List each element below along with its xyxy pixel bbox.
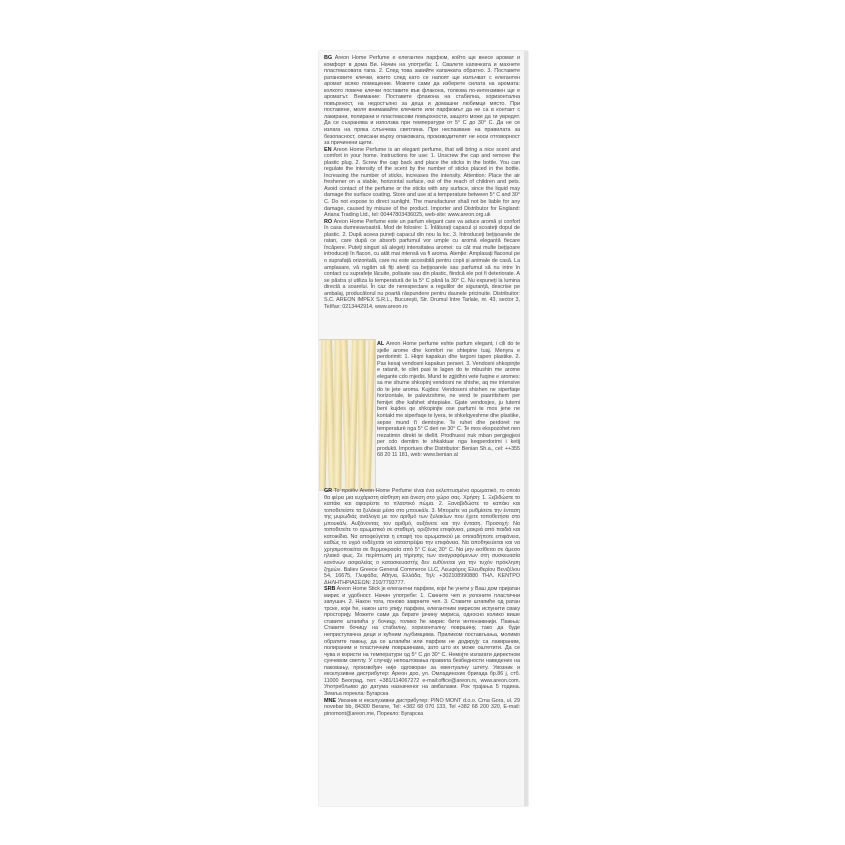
paragraph-ro: RO Areon Home Perfume este un parfum elegant care va aduce aromă și confort în casa dumneavoastră. Mod de folosire: 1. Înlăturați capacul și scoateți dopul de plastic. 2. După aceea puneți capacul din nou la loc. 3. Introduceți bețișoarele de ratan, care după ce absorb parfumul vor umple cu aromă elegantă fiecare încăpere. Puteți singuri să alegeți intensitatea aromei: cu cât mai multe bețișoare introduceți în flacon, cu atât mai intensă va fi aroma. Atenție: Amplasați flaconul pe o suprafață orizontală, care nu este accesibilă pentru copii și animale de casă. La amplasare, vă rugăm să fiți atenți ca bețișoarele sau parfumul să nu intre în contact cu suprafețe lăcuite, polisate sau din plastic, fiindcă ele pot fi deteriorate. A se păstra și utiliza la temperatură de la 5° C până la 30° C. Nu expuneți la lumina directă a soarelui. În caz de nerespectare a regulilor de siguranță, descrise pe ambalaj, producătorul nu poartă răspundere pentru daunele pricinuite. Distribuitor: S.C. AREON IMPEX S.R.L., București, Str. Drumul între Tarlale, nr. 43, sector 3, Tel/fax: 0213442914, www.areon.ro bbox=[324, 218, 520, 310]
paragraph-gr: GR Το προϊόν Areon Home Perfume είναι ένα εκλεπτυσμένο αρωματικό, το οποίο θα φέρει μια ευχάριστη αίσθηση και άνεση στο χώρο σας. Χρήση: 1. Ξεβιδώστε το καπάκι και αφαιρέστε το πλαστικό πώμα. 2. Ξαναβιδώστε το καπάκι και τοποθετείστε τα ξυλάκια μέσα στο μπουκάλι. 3. Μπορείτε να ρυθμίσετε την ένταση της μυρωδιάς ανάλογα με τον αριθμό των ξυλακίων που έχετε τοποθετήσει στο μπουκάλι. Αυξάνοντας τον αριθμό, αυξάνετε και την ένταση. Προσοχή: Να τοποθετείτε το αρωματικό σε σταθερή, οριζόντια επιφάνεια, μακριά από παιδιά και κατοικίδια. Να αποφεύγεται η επαφή του αρωματικού με οποιαδήποτε επιφάνεια, καθώς το υγρό ενδέχεται να καταστρέψει την επιφάνεια. Να αποθηκεύεται και να χρησιμοποιείται σε θερμοκρασία από 5° C έως 30° C. Να μην εκτίθεται σε άμεσο ηλιακό φως. Σε περίπτωση μη τήρησης των αναγραφόμενων στη συσκευασία κανόνων ασφαλείας ο κατασκευαστής δεν ευθύνεται για την τυχόν πρόκληση ζημιών. Baliev Greece General Commerce LLC, Λεωφόρος Ελευθερίου Βενιζέλου 54, 16675, Γλυφάδα, Αθήνα, Ελλάδα, Τηλ: +302108990880 ΤΗΛ. ΚΕΝΤΡΟ ΔΗΛΗΤΗΡΙΑΣΕΩΝ: 210/7793777. bbox=[324, 488, 520, 586]
instructions-text-bottom bbox=[324, 488, 520, 804]
paragraph-bg: BG Areon Home Perfume е елегантен парфюм, който ще внесе аромат и комфорт в дома Ви. Начин на употреба: 1. Свалете капачката и махнете пластмасовата тапа. 2. След това завийте капачката обратно. 3. Поставете ратановите клечки, които след като се напоят ще излъчват с елегантен аромат всяко помещение. Можете сами да изберете силата на аромата: колкото повече клечки поставите във флакона, толкова по-интензивен ще е ароматът. Внимание: Поставете флакона на стабилна, хоризонтална повърхност, на недостъпно за деца и домашни любимци място. При поставяне, моля внимавайте клечките или парфюмът да не са в контакт с лакирани, полирани и пластмасови повърхности, защото може да ги увредят. Да се съхранява и използва при температури от 5° С до 30° С. Да не се излага на пряка слънчева светлина. При неспазване на правилата за безопасност, описани върху опаковката, производителят не носи отговорност за причинени щети. bbox=[324, 55, 520, 147]
box-edge bbox=[524, 51, 528, 806]
paragraph-mne: MNE Увозник и ексклузивни дистрибутер: PINO MONT d.o.o. Crna Gora, ul. 29 novebar bb, 84300 Berane, Tel: +382 68 070 133, Tel +382 68 200 320, E-mail: pinomont@areon.me, Порекло: Бугарска bbox=[324, 697, 520, 717]
paragraph-srb: SRB Areon Home Stick је елегантни парфем, који ће унети у Ваш дом пријатан мирис и удобност. Начин употребе: 1. Скините чеп и уклоните пластични запушач. 2. Након тога, поново заврните чеп. 3. Ставите штапиће од ратан трске, који ће, након што упију парфем, елегантним мирисом испунити сваку просторију. Можете сами да бирате јачину мириса, односно колико више ставите штапића у бочицу, толико ће мирис бити интензивнији. Пажња: Ставите бочицу на стабилну, хоризонталну површину, тако да буде неприступачна деци и кућним љубимцима. Приликом постављања, молимо обратите пажњу, да се штапићи или парфем не додирују са лакираним, полираним и пластичним површинама, зато што их може оштетити. Да се чува и користи на температури од 5° С до 30° С. Немојте излагати директном сунчевом светлу. У случају непоштовања правила безбедности наведених на паковању, произвођач није одговоран за евентуалну штету. Увозник и ексклузивни дистрибутер: Ареон доо, ул. Омладинских бригада бр.86 ј, стб. 11000 Београд, тел: +381/114067272 e-mail:office@areon.rs, www.areon.com. Употребљиво до датума назначеног на амбалажи. Рок трајања 5 година. Земља порекла: Бугарска bbox=[324, 586, 520, 697]
paragraph-en: EN Areon Home Perfume is an elegant perfume, that will bring a nice scent and comfort in your home. Instructions for use: 1. Unscrew the cap and remove the plastic plug. 2. Screw the cap back and place the sticks in the bottle. You can regulate the intensity of the scent by the number of sticks placed in the bottle. Increasing the number of sticks, increases the intensity. Attention: Place the air freshener on a stable, horizontal surface, out of the reach of children and pets. Avoid contact of the perfume or the sticks with any surface, since the liquid may damage the surface coating. Store and use at a temperature between 5° C and 30° C. Do not expose to direct sunlight. The manufacturer shall not be liable for any damage, caused by misuse of the product. Importer and Distributor for England: Ariana Trading Ltd., tel: 00447803436025, web-site: www.areon.org.uk bbox=[324, 146, 520, 219]
product-box bbox=[319, 51, 528, 806]
instructions-text-top bbox=[324, 55, 520, 341]
paragraph-al: AL Areon Home perfume eshte parfum elegant, i cili do te sjelle arome dhe komfort ne shtepine tuaj. Menyra e perdorimit: 1. Hiqni kapakun dhe largoni tapen plastike. 2. Pas kesaj vendosni kapakun perseri. 3. Vendosni shkopinjte e ratanit, te cilet pasi te lagen do te mbushin me arome elegante cdo mjedis. Mund te zgjidhni vete fuqine e aromes: sa me shume shkopinj vendosni ne shishe, aq me intensive do te jete aroma. Kujdes: Vendoseni shishen ne siperfaqe horizontale, te palevizshme, ne vend te paarritshem per femijet dhe kafshet shtepiake. Gjate vendosjes, ju lutemi beni kujdes qe shkopinjte ose parfumi te mos jene ne kontakt me siperfaqe te lyera, te shkelqyeshme dhe plastike, sepse mund t'i demtojne. Te ruhet dhe perdoret ne temperaturë nga 5° C deri ne 30° C. Te mos ekspozohet nen rrezatimin direkt te diellit. Prodhuesi nuk mban pergjegjesi per cdo demtim te shkaktuar nga keqperdorimi i ketij produkti. Importues dhe Distributor: Benian Sh.a., cel: ++355 68 20 11 181, web: www.benian.al bbox=[377, 341, 520, 459]
instructions-text-side bbox=[377, 341, 520, 488]
product-window bbox=[319, 339, 376, 491]
